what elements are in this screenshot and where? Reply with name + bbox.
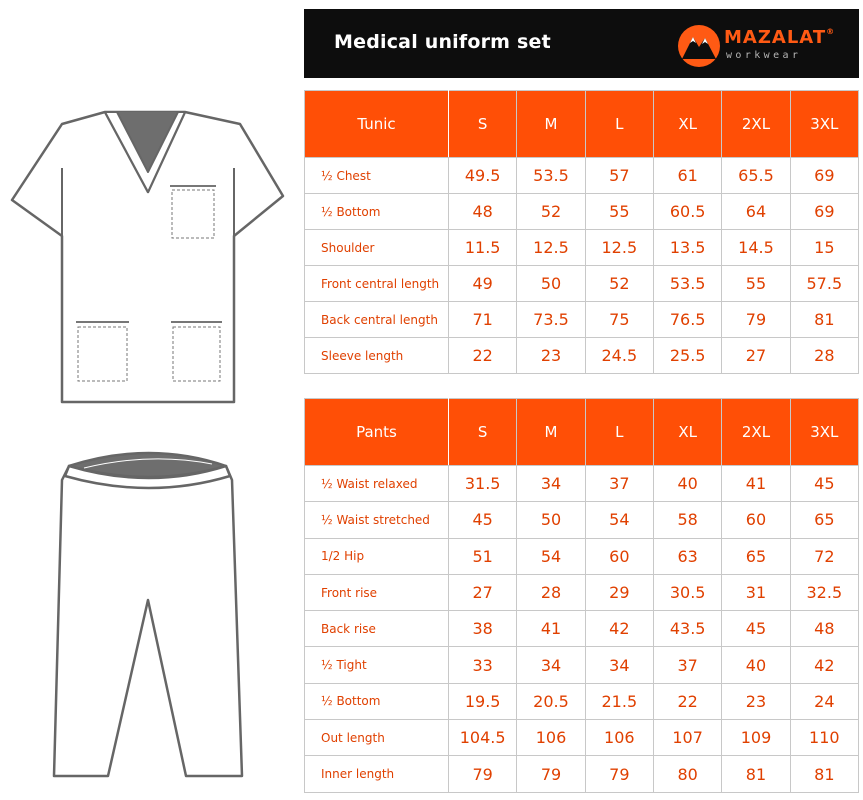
mountain-logo-icon <box>676 23 722 69</box>
table-row <box>305 466 859 502</box>
measurement-label: Back central length <box>305 302 449 338</box>
measurement-value: 48 <box>790 611 858 647</box>
brand-name: MAZALAT® <box>724 27 836 48</box>
measurement-value: 58 <box>653 502 721 538</box>
measurement-value: 31 <box>722 574 790 610</box>
measurement-value: 14.5 <box>722 230 790 266</box>
measurement-value: 65.5 <box>722 158 790 194</box>
measurement-value: 29 <box>585 574 653 610</box>
brand-subtitle: workwear <box>726 50 802 61</box>
measurement-value: 19.5 <box>449 683 517 719</box>
measurement-value: 79 <box>517 756 585 792</box>
table-row <box>305 683 859 719</box>
measurement-value: 11.5 <box>449 230 517 266</box>
measurement-value: 75 <box>585 302 653 338</box>
pants-size-table <box>304 398 859 793</box>
measurement-value: 21.5 <box>585 683 653 719</box>
measurement-value: 43.5 <box>653 611 721 647</box>
measurement-value: 76.5 <box>653 302 721 338</box>
size-header: L <box>585 91 653 158</box>
measurement-value: 34 <box>585 647 653 683</box>
table-row <box>305 502 859 538</box>
measurement-value: 55 <box>722 266 790 302</box>
measurement-label: ½ Tight <box>305 647 449 683</box>
table-row <box>305 302 859 338</box>
measurement-value: 45 <box>722 611 790 647</box>
measurement-label: Sleeve length <box>305 338 449 374</box>
measurement-value: 104.5 <box>449 720 517 756</box>
measurement-value: 31.5 <box>449 466 517 502</box>
measurement-label: Back rise <box>305 611 449 647</box>
size-header: S <box>449 399 517 466</box>
measurement-value: 41 <box>517 611 585 647</box>
size-header: XL <box>653 91 721 158</box>
size-header: XL <box>653 399 721 466</box>
size-header: M <box>517 91 585 158</box>
pants-header-row <box>305 399 859 466</box>
measurement-value: 32.5 <box>790 574 858 610</box>
measurement-value: 52 <box>517 194 585 230</box>
measurement-value: 73.5 <box>517 302 585 338</box>
garment-drawings <box>0 0 300 800</box>
measurement-value: 81 <box>722 756 790 792</box>
table-row <box>305 538 859 574</box>
measurement-value: 53.5 <box>653 266 721 302</box>
tunic-section-title: Tunic <box>305 91 449 158</box>
table-row <box>305 194 859 230</box>
measurement-value: 60 <box>722 502 790 538</box>
measurement-value: 30.5 <box>653 574 721 610</box>
measurement-value: 60.5 <box>653 194 721 230</box>
measurement-label: Inner length <box>305 756 449 792</box>
table-row <box>305 720 859 756</box>
size-header: 2XL <box>722 91 790 158</box>
pants-section-title: Pants <box>305 399 449 466</box>
table-row <box>305 756 859 792</box>
measurement-value: 107 <box>653 720 721 756</box>
measurement-value: 42 <box>790 647 858 683</box>
measurement-value: 27 <box>722 338 790 374</box>
measurement-value: 40 <box>653 466 721 502</box>
measurement-value: 25.5 <box>653 338 721 374</box>
measurement-label: Front central length <box>305 266 449 302</box>
measurement-label: ½ Bottom <box>305 683 449 719</box>
brand-logo <box>676 23 846 71</box>
measurement-label: ½ Waist relaxed <box>305 466 449 502</box>
table-row <box>305 158 859 194</box>
measurement-value: 106 <box>585 720 653 756</box>
measurement-value: 80 <box>653 756 721 792</box>
measurement-value: 69 <box>790 194 858 230</box>
measurement-value: 22 <box>449 338 517 374</box>
measurement-value: 28 <box>517 574 585 610</box>
measurement-value: 28 <box>790 338 858 374</box>
measurement-value: 12.5 <box>517 230 585 266</box>
table-row <box>305 647 859 683</box>
measurement-value: 65 <box>722 538 790 574</box>
measurement-value: 40 <box>722 647 790 683</box>
measurement-value: 53.5 <box>517 158 585 194</box>
measurement-value: 33 <box>449 647 517 683</box>
table-row <box>305 230 859 266</box>
measurement-value: 52 <box>585 266 653 302</box>
measurement-value: 22 <box>653 683 721 719</box>
measurement-value: 64 <box>722 194 790 230</box>
measurement-value: 50 <box>517 266 585 302</box>
measurement-value: 69 <box>790 158 858 194</box>
measurement-label: Front rise <box>305 574 449 610</box>
measurement-value: 23 <box>722 683 790 719</box>
size-header: M <box>517 399 585 466</box>
measurement-value: 49.5 <box>449 158 517 194</box>
measurement-value: 37 <box>585 466 653 502</box>
measurement-label: ½ Waist stretched <box>305 502 449 538</box>
measurement-value: 34 <box>517 466 585 502</box>
measurement-value: 110 <box>790 720 858 756</box>
table-row <box>305 338 859 374</box>
tunic-drawing <box>12 112 283 402</box>
measurement-value: 24.5 <box>585 338 653 374</box>
measurement-value: 72 <box>790 538 858 574</box>
measurement-value: 23 <box>517 338 585 374</box>
size-header: S <box>449 91 517 158</box>
measurement-value: 13.5 <box>653 230 721 266</box>
tunic-size-table <box>304 90 859 374</box>
measurement-value: 81 <box>790 756 858 792</box>
measurement-value: 20.5 <box>517 683 585 719</box>
measurement-value: 34 <box>517 647 585 683</box>
tunic-header-row <box>305 91 859 158</box>
header-bar <box>304 9 859 78</box>
measurement-value: 65 <box>790 502 858 538</box>
size-header: L <box>585 399 653 466</box>
measurement-value: 71 <box>449 302 517 338</box>
measurement-value: 48 <box>449 194 517 230</box>
table-row <box>305 611 859 647</box>
measurement-value: 54 <box>517 538 585 574</box>
measurement-value: 81 <box>790 302 858 338</box>
measurement-value: 57 <box>585 158 653 194</box>
measurement-value: 63 <box>653 538 721 574</box>
measurement-label: ½ Chest <box>305 158 449 194</box>
measurement-value: 15 <box>790 230 858 266</box>
measurement-value: 37 <box>653 647 721 683</box>
measurement-value: 54 <box>585 502 653 538</box>
measurement-value: 12.5 <box>585 230 653 266</box>
page-title: Medical uniform set <box>334 31 551 53</box>
size-header: 3XL <box>790 91 858 158</box>
measurement-value: 50 <box>517 502 585 538</box>
measurement-value: 38 <box>449 611 517 647</box>
measurement-value: 60 <box>585 538 653 574</box>
measurement-value: 106 <box>517 720 585 756</box>
measurement-value: 109 <box>722 720 790 756</box>
measurement-value: 55 <box>585 194 653 230</box>
measurement-value: 61 <box>653 158 721 194</box>
measurement-value: 41 <box>722 466 790 502</box>
measurement-value: 57.5 <box>790 266 858 302</box>
measurement-value: 27 <box>449 574 517 610</box>
size-header: 3XL <box>790 399 858 466</box>
measurement-label: Shoulder <box>305 230 449 266</box>
table-row <box>305 266 859 302</box>
measurement-label: ½ Bottom <box>305 194 449 230</box>
measurement-value: 79 <box>449 756 517 792</box>
measurement-value: 49 <box>449 266 517 302</box>
measurement-value: 24 <box>790 683 858 719</box>
pants-drawing <box>54 453 242 776</box>
measurement-value: 45 <box>790 466 858 502</box>
measurement-label: Out length <box>305 720 449 756</box>
size-header: 2XL <box>722 399 790 466</box>
measurement-value: 51 <box>449 538 517 574</box>
measurement-value: 79 <box>722 302 790 338</box>
measurement-value: 42 <box>585 611 653 647</box>
table-row <box>305 574 859 610</box>
measurement-value: 45 <box>449 502 517 538</box>
measurement-value: 79 <box>585 756 653 792</box>
measurement-label: 1/2 Hip <box>305 538 449 574</box>
